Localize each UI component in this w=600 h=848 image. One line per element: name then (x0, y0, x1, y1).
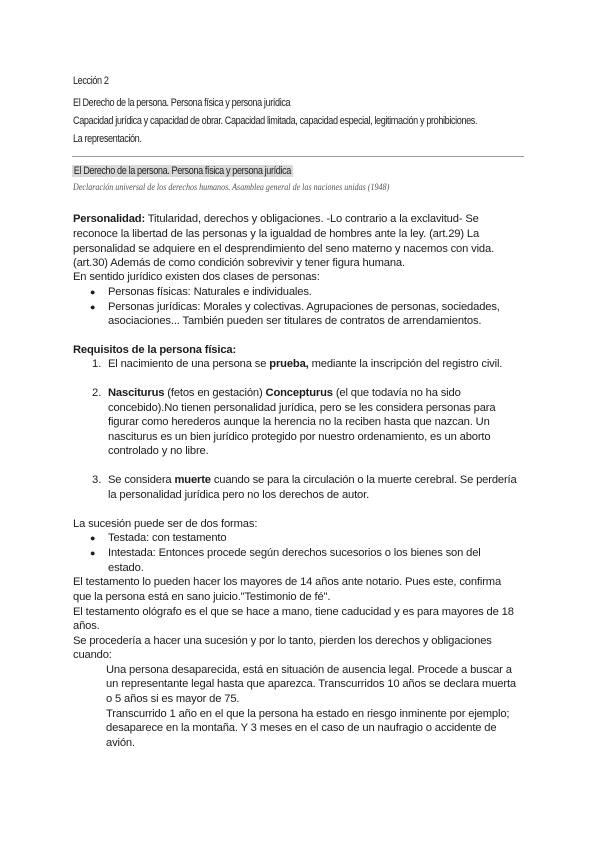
list-item-continuation: estado. (108, 562, 144, 574)
requisito-item-1: El nacimiento de una persona se prueba, mediante la inscripción del registro civil. (108, 358, 503, 370)
personalidad-line-5: En sentido jurídico existen dos clases de personas: (73, 271, 320, 283)
list-item: Personas jurídicas: Morales y colectivas. Agrupaciones de personas, sociedades, (108, 301, 500, 313)
requisito-item-2: Nasciturus (fetos en gestación) Concepturus (el que todavía no ha sido (108, 387, 461, 399)
indented-line: Una persona desaparecida, está en situación de ausencia legal. Procede a buscar a (106, 664, 512, 676)
personalidad-line-3: personalidad se adquiere en el desprendimiento del seno materno y nacemos con vida. (73, 243, 495, 255)
lesson-label: Lección 2 (73, 75, 109, 87)
section-title: El Derecho de la persona. Persona física y persona jurídica (73, 165, 291, 177)
sucesion-line: que la persona está en sano juicio."Testimonio de fé". (73, 591, 331, 603)
list-item-continuation: asociaciones... También pueden ser titulares de contratos de arrendamientos. (108, 315, 482, 327)
indented-line: o 5 años si es mayor de 75. (106, 693, 240, 705)
requisito-item-2-line: controlado y no libre. (108, 445, 209, 457)
indented-line: un representante legal hasta que aparezca. Transcurridos 10 años se declara muerta (106, 678, 516, 690)
list-item: Intestada: Entonces procede según derechos sucesorios o los bienes son del (108, 547, 481, 559)
sucesion-line: El testamento lo pueden hacer los mayores de 14 años ante notario. Pues este, confirma (73, 576, 502, 588)
list-number: 2. (92, 387, 102, 399)
indented-line: desaparece en la montaña. Y 3 meses en el caso de un naufragio o accidente de (106, 722, 497, 734)
requisito-item-2-line: nasciturus es un bien jurídico protegido por nuestro ordenamiento, es un aborto (108, 431, 491, 443)
requisitos-heading: Requisitos de la persona física: (73, 344, 237, 356)
lesson-subtopic-2: La representación. (73, 133, 142, 145)
lesson-topic: El Derecho de la persona. Persona física y persona jurídica (73, 97, 291, 109)
sucesion-intro: La sucesión puede ser de dos formas: (73, 518, 258, 530)
sucesion-line: Se procedería a hacer una sucesión y por lo tanto, pierden los derechos y obligaciones (73, 635, 492, 647)
horizontal-divider (72, 156, 524, 157)
bullet-dot-icon: ● (90, 533, 96, 543)
personalidad-line-1: Personalidad: Titularidad, derechos y obligaciones. -Lo contrario a la exclavitud- Se (73, 213, 479, 225)
list-number: 3. (92, 474, 102, 486)
sucesion-line: cuando: (73, 649, 112, 661)
bullet-dot-icon: ● (90, 287, 96, 297)
bullet-dot-icon: ● (90, 548, 96, 558)
requisito-item-2-line: concebido).No tienen personalidad jurídica, pero se les considera personas para (108, 402, 496, 414)
lesson-subtopic-1: Capacidad jurídica y capacidad de obrar. Capacidad limitada, capacidad especial, legitimación y prohibiciones. (73, 115, 478, 127)
list-number: 1. (92, 358, 102, 370)
requisito-item-3-line: la personalidad jurídica pero no los derechos de autor. (108, 489, 370, 501)
sucesion-line: años. (73, 620, 100, 632)
indented-line: Transcurrido 1 año en el que la persona ha estado en riesgo inminente por ejemplo; (106, 708, 510, 720)
requisito-item-3: Se considera muerte cuando se para la circulación o la muerte cerebral. Se perdería (108, 474, 517, 486)
list-item: Testada: con testamento (108, 532, 227, 544)
personalidad-line-2: reconoce la libertad de las personas y la igualdad de hombres ante la ley. (art.29) La (73, 228, 480, 240)
list-item: Personas físicas: Naturales e individuales. (108, 286, 312, 298)
personalidad-label: Personalidad: (73, 213, 146, 225)
sucesion-line: El testamento ológrafo es el que se hace a mano, tiene caducidad y es para mayores de 18 (73, 606, 514, 618)
personalidad-line-4: (art.30) Además de como condición sobrevivir y tener figura humana. (73, 257, 405, 269)
indented-line: avión. (106, 737, 135, 749)
section-citation: Declaración universal de los derechos humanos. Asamblea general de las naciones unidas (1948) (73, 182, 390, 193)
requisito-item-2-line: figurar como herederos aunque la herencia no la reciben hasta que nazcan. Un (108, 416, 490, 428)
bullet-dot-icon: ● (90, 302, 96, 312)
